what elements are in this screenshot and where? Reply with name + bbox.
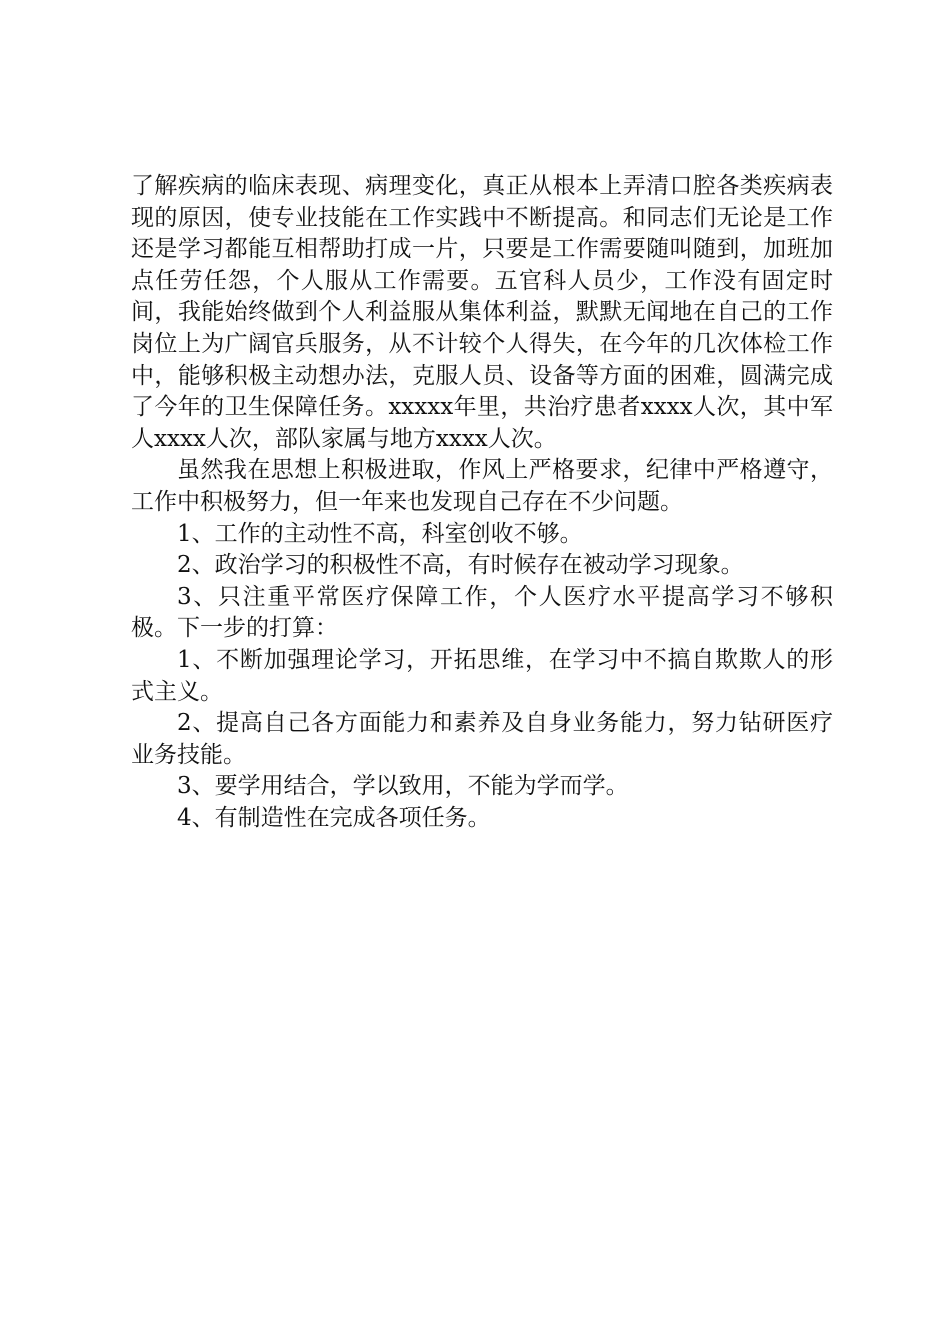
paragraph-2: 虽然我在思想上积极进取，作风上严格要求，纪律中严格遵守，工作中积极努力，但一年来也发现自己存在不少问题。: [131, 457, 833, 515]
paragraph-5: 3、只注重平常医疗保障工作，个人医疗水平提高学习不够积极。下一步的打算：: [131, 583, 833, 642]
paragraph-8: 3、要学用结合，学以致用，不能为学而学。: [177, 773, 629, 800]
paragraph-6: 1、不断加强理论学习，开拓思维，在学习中不搞自欺欺人的形式主义。: [131, 646, 833, 705]
paragraph-1: 了解疾病的临床表现、病理变化，真正从根本上弄清口腔各类疾病表现的原因，使专业技能在工作实践中不断提高。和同志们无论是工作还是学习都能互相帮助打成一片，只要是工作需要随叫随到，加班加点任劳任怨，个人服从工作需要。五官科人员少，工作没有固定时间，我能始终做到个人利益服从集体利益，默默无闻地在自己的工作岗位上为广阔官兵服务，从不计较个人得失，在今年的几次体检工作中，能够积极主动想办法，克服人员、设备等方面的困难，圆满完成了今年的卫生保障任务。xxxxx年里，共治疗患者xxxx人次，其中军人xxxx人次，部队家属与地方xxxx人次。: [131, 173, 833, 452]
paragraph-4: 2、政治学习的积极性不高，有时候存在被动学习现象。: [177, 552, 744, 579]
paragraph-7: 2、提高自己各方面能力和素养及自身业务能力，努力钻研医疗业务技能。: [131, 710, 833, 768]
paragraph-9: 4、有制造性在完成各项任务。: [177, 804, 491, 831]
document-body: [131, 171, 833, 834]
paragraph-3: 1、工作的主动性不高，科室创收不够。: [177, 520, 583, 547]
